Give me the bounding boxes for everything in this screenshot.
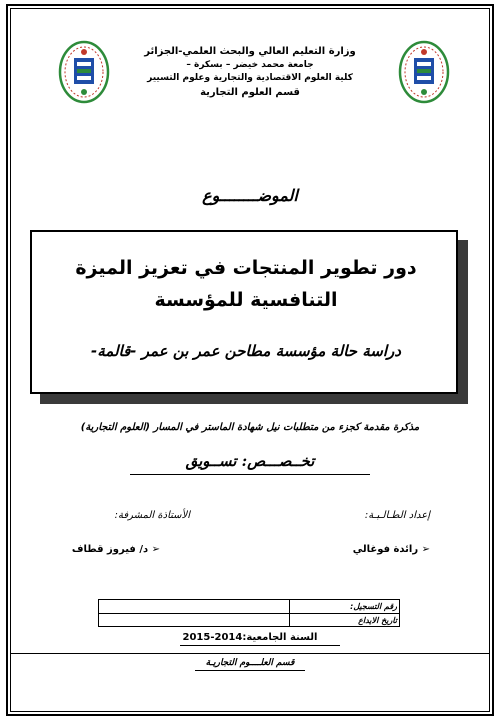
student-label: إعداد الطـالـبـة: (364, 510, 430, 521)
deposit-date-label: تاريخ الايداع (358, 616, 397, 625)
case-study-line: دراسة حالة مؤسسة مطاحن عمر بن عمر -قالمة- (91, 342, 401, 360)
deposit-date-value (99, 614, 290, 627)
bullet-icon: ➢ (151, 544, 160, 555)
specialization: تخــصـــص: تســويق (185, 452, 315, 470)
memo-statement: مذكرة مقدمة كجزء من متطلبات نيل شهادة الماستر في المسار (العلوم التجارية) (80, 422, 420, 433)
student-name: رائدة فوغالي (352, 544, 419, 555)
department-line: قسم العلوم التجارية (200, 87, 300, 98)
title-box (30, 230, 458, 394)
academic-year-underline (180, 645, 340, 646)
registration-number-label: رقم التسجيل: (350, 602, 397, 611)
registration-row (99, 600, 399, 614)
footer-divider (10, 653, 490, 654)
specialization-underline (130, 474, 370, 475)
title-line-2: التنافسية للمؤسسة (154, 289, 338, 311)
supervisor-name-item (50, 544, 160, 555)
supervisor-label: الأستاذة المشرفة: (114, 510, 190, 521)
academic-year: السنة الجامعية:2014-2015 (182, 632, 318, 643)
registration-number-value (99, 600, 290, 613)
faculty-line: كلية العلوم الاقتصادية والتجارية وعلوم التسيير (147, 73, 353, 83)
university-logo-left (58, 40, 110, 104)
university-line: جامعة محمد خيضر – بسكرة – (186, 60, 314, 70)
footer-department: قسم العلــــوم التجاريـة (205, 658, 295, 668)
title-line-1: دور تطوير المنتجات في تعزيز الميزة (75, 257, 417, 279)
university-logo-right (398, 40, 450, 104)
registration-row (99, 614, 399, 627)
footer-underline (195, 670, 305, 671)
student-name-item (300, 544, 430, 555)
bullet-icon: ➢ (421, 544, 430, 555)
subject-label: الموضــــــــوع (202, 186, 298, 205)
supervisor-name: د/ فيروز قطاف (71, 544, 149, 555)
ministry-line: وزارة التعليم العالي والبحث العلمي-الجزائر (144, 46, 356, 57)
registration-table (98, 599, 400, 627)
